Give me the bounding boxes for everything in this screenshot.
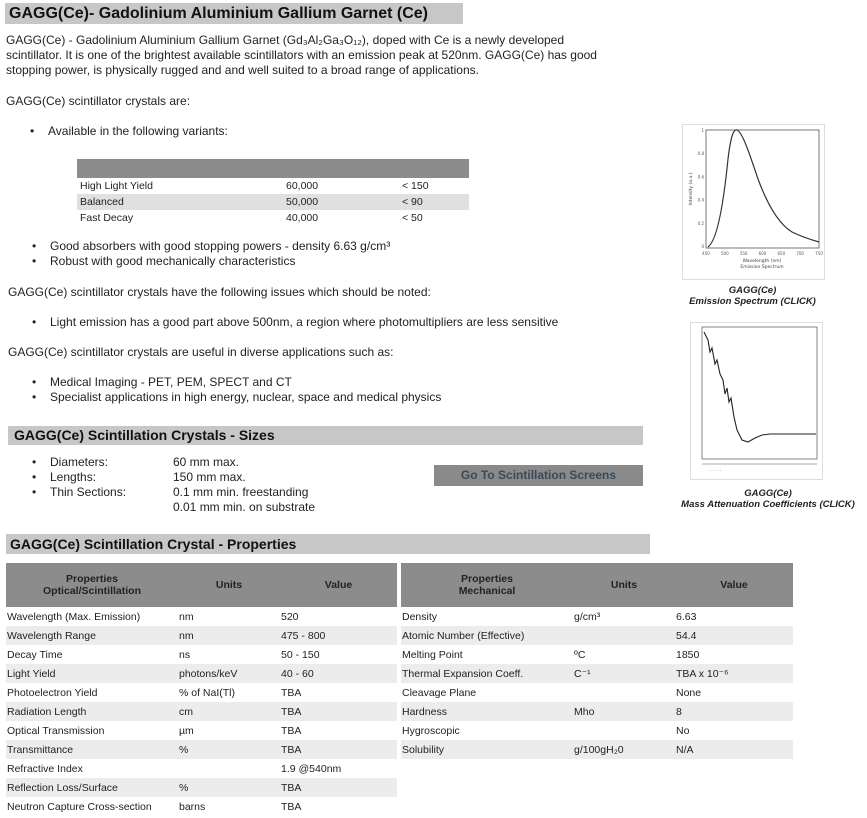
- property-value: 475 - 800: [280, 626, 397, 645]
- property-name: Wavelength Range: [6, 626, 178, 645]
- apps-intro: GAGG(Ce) scintillator crystals are useful in diverse applications such as:: [8, 345, 394, 359]
- property-name: Thermal Expansion Coeff.: [401, 664, 573, 683]
- table-row: [6, 759, 397, 778]
- table-row: [401, 664, 793, 683]
- property-value: TBA: [281, 724, 302, 737]
- property-units: C⁻¹: [573, 664, 675, 683]
- size-label: • Thin Sections:: [32, 485, 126, 500]
- property-name: Hardness: [401, 702, 573, 721]
- property-units: ns: [179, 648, 191, 661]
- list-item: • Good absorbers with good stopping powers - density 6.63 g/cm³: [32, 239, 390, 254]
- property-value: TBA: [281, 800, 302, 813]
- property-value: TBA: [280, 740, 397, 759]
- table-row: [6, 702, 397, 721]
- intro-line-1: GAGG(Ce) - Gadolinium Aluminium Gallium Garnet (Gd₃Al₂Ga₃O₁₂), doped with Ce is a newly developed: [6, 33, 565, 47]
- emission-xtick: 450: [702, 251, 710, 256]
- emission-ytick: 1: [701, 128, 704, 133]
- variant-decay: < 90: [399, 194, 469, 210]
- list-item: • Specialist applications in high energy, nuclear, space and medical physics: [32, 390, 441, 405]
- property-name: Atomic Number (Effective): [401, 626, 573, 645]
- property-name: Radiation Length: [6, 702, 178, 721]
- table-row: [401, 626, 793, 645]
- property-name: Solubility: [401, 740, 573, 759]
- emission-xlabel-2: Emission Spectrum: [740, 265, 784, 270]
- variant-yield: 60,000: [286, 180, 319, 192]
- issues-intro: GAGG(Ce) scintillator crystals have the following issues which should be noted:: [8, 285, 431, 299]
- emission-xlabel: Wavelength (nm): [742, 259, 782, 264]
- mass-caption-text[interactable]: Mass Attenuation Coefficients (CLICK): [681, 499, 855, 510]
- emission-xtick: 650: [777, 251, 786, 256]
- size-value: 150 mm max.: [173, 470, 246, 484]
- crystals-are-text: GAGG(Ce) scintillator crystals are:: [6, 94, 191, 108]
- variant-name: Fast Decay: [80, 212, 134, 224]
- property-value: TBA: [280, 702, 397, 721]
- property-value: None: [676, 686, 702, 699]
- page-title-bar: [5, 3, 463, 24]
- variant-name: High Light Yield: [80, 180, 153, 192]
- table-row: [6, 626, 397, 645]
- properties-section-header: [6, 534, 650, 554]
- table-row: [6, 740, 397, 759]
- size-value: 60 mm max.: [173, 455, 240, 469]
- table-row: [401, 702, 793, 721]
- variant-name: Balanced: [77, 194, 283, 210]
- emission-ytick: 0.2: [697, 220, 704, 226]
- property-units: [573, 683, 675, 702]
- table-row: [6, 645, 397, 664]
- variants-bullet: • Available in the following variants:: [30, 124, 228, 139]
- property-name: Neutron Capture Cross-section: [7, 800, 152, 813]
- property-name: Hygroscopic: [402, 724, 460, 737]
- property-units: g/100gH₂0: [573, 740, 675, 759]
- property-value: N/A: [675, 740, 793, 759]
- sizes-header-text: GAGG(Ce) Scintillation Crystals - Sizes: [14, 427, 275, 443]
- mechanical-col-value: Value: [675, 563, 793, 607]
- property-units: µm: [179, 724, 194, 737]
- table-row: [401, 721, 793, 740]
- mass-attenuation-image[interactable]: [690, 322, 823, 480]
- property-units: cm: [178, 702, 280, 721]
- property-units: nm: [179, 610, 194, 623]
- property-name: Refractive Index: [7, 762, 83, 775]
- property-value: TBA: [281, 686, 302, 699]
- emission-xtick: 700: [796, 251, 804, 256]
- variant-decay: < 50: [402, 212, 423, 224]
- optical-col-units: Units: [178, 563, 280, 607]
- size-value: 0.1 mm min. freestanding: [173, 485, 309, 499]
- property-units: %: [178, 778, 280, 797]
- table-row: [6, 664, 397, 683]
- property-name: Decay Time: [7, 648, 63, 661]
- property-units: [573, 721, 675, 740]
- mechanical-rows: [401, 607, 793, 759]
- emission-xtick: 500: [721, 251, 729, 256]
- list-item: • Light emission has a good part above 500nm, a region where photomultipliers are less sensitive: [32, 315, 558, 330]
- go-to-scintillation-screens-button[interactable]: Go To Scintillation Screens: [434, 465, 643, 486]
- size-value: 0.01 mm min. on substrate: [173, 500, 316, 514]
- table-row: [6, 683, 397, 702]
- property-units: [573, 626, 675, 645]
- table-row: [6, 797, 397, 816]
- emission-xtick: 600: [758, 251, 767, 256]
- emission-spectrum-caption[interactable]: [670, 285, 835, 307]
- property-value: TBA: [280, 778, 397, 797]
- emission-ytick: 0.8: [697, 151, 704, 157]
- property-name: Optical Transmission: [7, 724, 105, 737]
- optical-properties-table: [6, 563, 397, 816]
- property-value: 54.4: [675, 626, 793, 645]
- variant-yield: 50,000: [283, 194, 399, 210]
- table-row: [6, 778, 397, 797]
- property-value: 40 - 60: [280, 664, 397, 683]
- property-name: Transmittance: [6, 740, 178, 759]
- table-row: [401, 607, 793, 626]
- intro-line-3: stopping power, is physically rugged and and well suited to a broad range of applications.: [6, 63, 479, 77]
- property-units: photons/keV: [178, 664, 280, 683]
- emission-caption-text[interactable]: Emission Spectrum (CLICK): [689, 296, 816, 307]
- mass-title: GAGG(Ce): [744, 488, 792, 499]
- mass-attenuation-caption[interactable]: [668, 488, 867, 510]
- property-value: 520: [281, 610, 299, 623]
- property-name: Light Yield: [6, 664, 178, 683]
- property-units: [178, 759, 280, 778]
- intro-paragraph: [6, 33, 646, 78]
- mechanical-col-units: Units: [573, 563, 675, 607]
- emission-ytick: 0.6: [697, 174, 704, 180]
- emission-ylabel: Intensity (a.u.): [689, 172, 694, 206]
- mass-axis-ticks: · · · · ·: [710, 468, 722, 473]
- property-name: Cleavage Plane: [402, 686, 477, 699]
- property-name: Melting Point: [402, 648, 463, 661]
- property-value: 8: [675, 702, 793, 721]
- mechanical-properties-table: [401, 563, 793, 759]
- size-label: • Lengths:: [32, 470, 96, 485]
- list-item: • Medical Imaging - PET, PEM, SPECT and CT: [32, 375, 292, 390]
- property-value: 1.9 @540nm: [281, 762, 342, 775]
- table-row: [401, 645, 793, 664]
- property-name: Density: [402, 610, 438, 623]
- mass-attenuation-figure[interactable]: [690, 322, 823, 480]
- table-row: [401, 740, 793, 759]
- property-value: TBA x 10⁻⁶: [675, 664, 793, 683]
- emission-ytick: 0.4: [697, 197, 704, 203]
- property-value: 6.63: [676, 610, 697, 623]
- property-value: No: [676, 724, 690, 737]
- emission-ytick: 0: [701, 244, 704, 249]
- table-row: [401, 683, 793, 702]
- optical-rows: [6, 607, 397, 816]
- property-units: ºC: [574, 648, 586, 661]
- size-label: • Diameters:: [32, 455, 108, 470]
- sizes-section-header: [8, 426, 643, 445]
- table-row: [6, 607, 397, 626]
- mechanical-col-properties: Properties Mechanical: [401, 563, 573, 607]
- property-name: Wavelength (Max. Emission): [7, 610, 141, 623]
- property-units: % of NaI(Tl): [179, 686, 236, 699]
- emission-title: GAGG(Ce): [728, 285, 777, 296]
- emission-spectrum-figure[interactable]: [682, 124, 825, 280]
- variant-decay: < 150: [402, 180, 429, 192]
- property-units: %: [178, 740, 280, 759]
- property-units: g/cm³: [574, 610, 601, 623]
- property-name: Photoelectron Yield: [7, 686, 98, 699]
- optical-col-properties: Properties Optical/Scintillation: [6, 563, 178, 607]
- optical-col-value: Value: [280, 563, 397, 607]
- variant-yield: 40,000: [286, 212, 319, 224]
- table-row: [6, 721, 397, 740]
- property-value: 1850: [676, 648, 700, 661]
- intro-line-2: scintillator. It is one of the brightest available scintillators with an emission peak at 520nm. GAGG(Ce) has good: [6, 48, 597, 62]
- variants-table: [77, 159, 469, 226]
- list-item: • Robust with good mechanically characteristics: [32, 254, 295, 269]
- emission-xtick: 750: [815, 251, 823, 256]
- property-units: barns: [179, 800, 206, 813]
- page-title: GAGG(Ce)- Gadolinium Aluminium Gallium Garnet (Ce): [9, 5, 428, 22]
- property-value: 50 - 150: [281, 648, 320, 661]
- property-name: Reflection Loss/Surface: [6, 778, 178, 797]
- property-units: nm: [178, 626, 280, 645]
- properties-header-text: GAGG(Ce) Scintillation Crystal - Properties: [10, 536, 297, 552]
- property-units: Mho: [573, 702, 675, 721]
- emission-xtick: 550: [739, 251, 748, 256]
- emission-spectrum-image[interactable]: [682, 124, 825, 280]
